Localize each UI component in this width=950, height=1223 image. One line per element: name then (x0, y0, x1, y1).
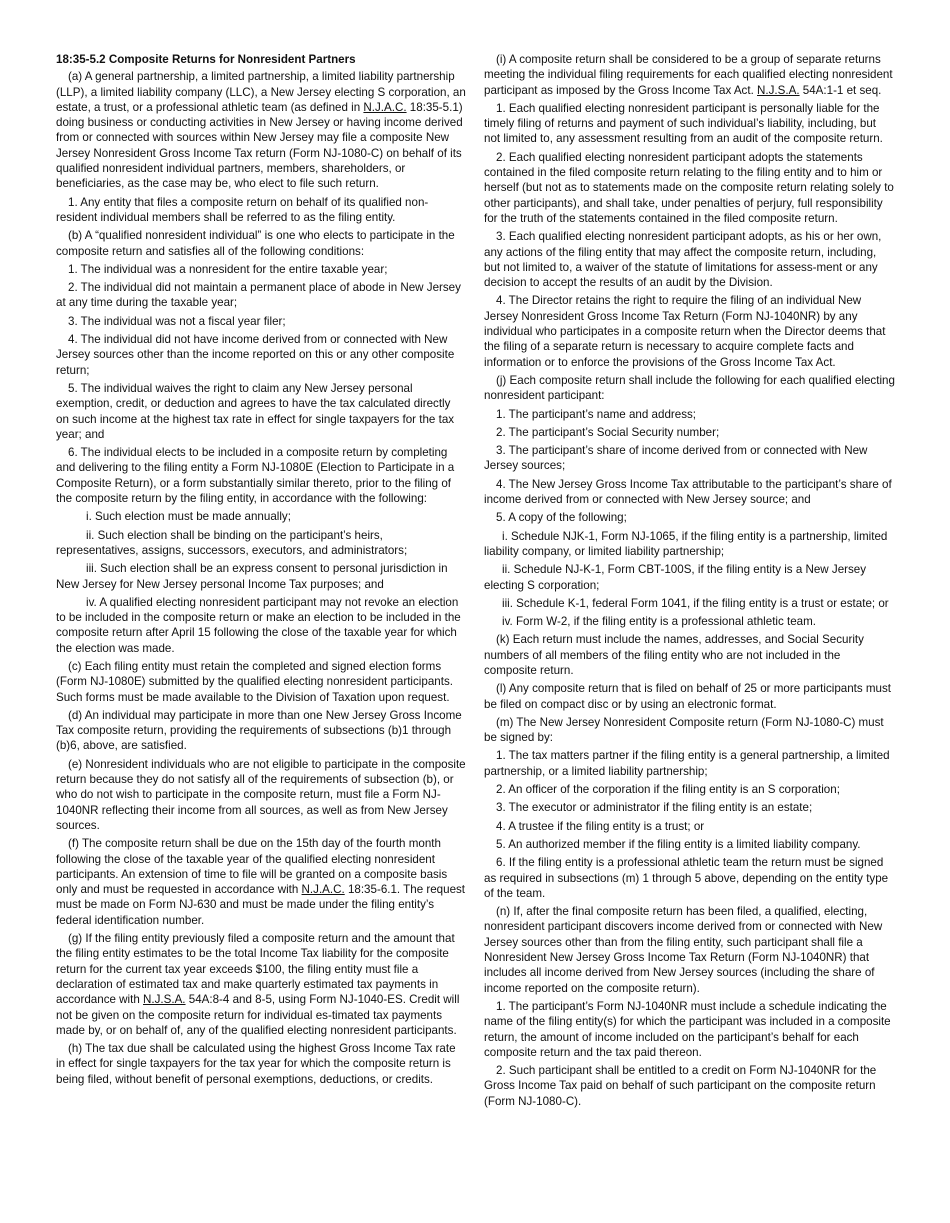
section-title: 18:35-5.2 Composite Returns for Nonresident Partners (56, 53, 356, 66)
njsa-reference: N.J.S.A. (143, 993, 186, 1007)
paragraph-j-item: 3. The participant’s share of income derived from or connected with New Jersey sources; (484, 444, 868, 473)
njac-reference: N.J.A.C. (363, 100, 407, 114)
paragraph-a: (a) A general partnership, a limited partnership, a limited liability partnership (LLP), a limited liability company (LLC), a New Jersey electing S corporation, an estate, a trust, or a professional athletic team (as defined in N.J.A.C. 18:35-5.1) doing business or conducting activities in New Jersey or having income derived from or connected with sources within New Jersey may file a composite New Jersey Nonresident Gross Income Tax return (Form NJ-1080-C) on behalf of its qualified nonresident individual partners, members, shareholders, or beneficiaries, as the case may be, who elect to file such return. (56, 70, 466, 191)
paragraph-j-item: 2. The participant’s Social Security number; (496, 425, 720, 439)
paragraph-i-item: 2. Each qualified electing nonresident participant adopts the statements contained in the filed composite return relating to the filing entity and to him or herself (but not as to statements made on the composite return relating solely to other participants), and shall take, under penalties of perjury, full responsibility for the truth of the statements contained in the filed composite return. (484, 150, 894, 225)
paragraph-k: (k) Each return must include the names, addresses, and Social Security numbers of all members of the filing entity who are not included in the composite return. (484, 633, 864, 677)
paragraph-b-item: 5. The individual waives the right to claim any New Jersey personal exemption, credit, or deduction and agrees to have the tax calculated directly on such income at the highest tax rate in effect for single taxpayers for the tax year; and (56, 381, 455, 441)
paragraph-m-item: 2. An officer of the corporation if the filing entity is an S corporation; (496, 783, 840, 797)
paragraph-b-intro: (b) A “qualified nonresident individual” is one who elects to participate in the composite return and satisfies all of the following conditions: (56, 229, 455, 258)
paragraph-c: (c) Each filing entity must retain the completed and signed election forms (Form NJ-1080E) submitted by the qualified electing nonresident participants. Such forms must be made available to the Division of Taxation upon request. (56, 659, 453, 704)
njac-reference: N.J.A.C. (301, 883, 345, 897)
njsa-reference: N.J.S.A. (757, 83, 800, 97)
paragraph-b-item: 6. The individual elects to be included in a composite return by completing and delivering to the filing entity a Form NJ-1080E (Election to Participate in a Composite Return), or a form substantially similar thereto, prior to the filing of the composite return by the filing entity, in accordance with the following: (56, 446, 455, 506)
paragraph-m-item: 5. An authorized member if the filing entity is a limited liability company. (496, 837, 861, 851)
paragraph-l: (l) Any composite return that is filed on behalf of 25 or more participants must be filed on compact disc or by using an electronic format. (484, 682, 892, 711)
paragraph-n-item: 1. The participant’s Form NJ-1040NR must include a schedule indicating the name of the filing entity(s) for which the participant was included in a composite return, the amount of income included on the participant’s behalf for each composite return and the tax paid thereon. (484, 999, 891, 1059)
paragraph-i-item: 3. Each qualified electing nonresident participant adopts, as his or her own, any actions of the filing entity that may affect the composite return, including, but not limited to, a waiver of the statute of limitations for assess-ment or any decision to accept the results of an audit by the Division. (484, 230, 882, 290)
paragraph-b-item: 1. The individual was a nonresident for the entire taxable year; (68, 262, 388, 276)
paragraph-j-item: 1. The participant’s name and address; (496, 407, 697, 421)
paragraph-i: (i) A composite return shall be considered to be a group of separate returns meeting the individual filing requirements for each qualified electing nonresident participant as imposed by the Gross Income Tax Act. N.J.S.A. 54A:1-1 et seq. (484, 53, 893, 97)
paragraph-j-item: 5. A copy of the following; (496, 511, 627, 525)
paragraph-g: (g) If the filing entity previously filed a composite return and the amount that the filing entity estimates to be the total Income Tax liability for the composite return for the current tax year exceeds $100, the filing entity must file a declaration of estimated tax and make quarterly estimated tax payments in accordance with N.J.S.A. 54A:8-4 and 8-5, using Form NJ-1040-ES. Credit will not be given on the composite return for individual es-timated tax payments made by, or on behalf of, any of the qualified electing nonresident participants. (56, 932, 460, 1037)
paragraph-i-item: 4. The Director retains the right to require the filing of an individual New Jersey Nonresident Gross Income Tax Return (Form NJ-1040NR) by any individual who participates in a composite return when the Director deems that the filing of a separate return is necessary to acquire complete facts and information or to enforce the provisions of the Gross Income Tax Act. (484, 294, 886, 369)
paragraph-j-item: 4. The New Jersey Gross Income Tax attributable to the participant’s share of income derived from or connected with New Jersey source; and (484, 477, 892, 507)
paragraph-j-subitem: iv. Form W-2, if the filing entity is a professional athletic team. (502, 615, 817, 629)
paragraph-n-item: 2. Such participant shall be entitled to a credit on Form NJ-1040NR for the Gross Income Tax paid on behalf of such participant on the composite return (Form NJ-1080-C). (484, 1064, 877, 1108)
paragraph-j-subitem: i. Schedule NJK-1, Form NJ-1065, if the filing entity is a partnership, limited liability company, or limited liability partnership; (484, 529, 888, 558)
paragraph-m-item: 1. The tax matters partner if the filing entity is a general partnership, a limited partnership, or a limited liability partnership; (484, 749, 890, 778)
paragraph-b-item: 3. The individual was not a fiscal year filer; (68, 314, 286, 328)
paragraph-e: (e) Nonresident individuals who are not eligible to participate in the composite return because they do not satisfy all of the requirements of subsection (b), or who do not wish to participate in the composite return, must file a Form NJ-1040NR reflecting their income from all sources, as well as from New Jersey sources. (56, 757, 466, 832)
paragraph-d: (d) An individual may participate in more than one New Jersey Gross Income Tax composite return, providing the requirements of subsections (b)1 through (b)6, above, are satisfied. (56, 708, 462, 753)
paragraph-m-item: 4. A trustee if the filing entity is a trust; or (496, 819, 705, 833)
paragraph-b-subitem: ii. Such election shall be binding on the participant’s heirs, representatives, assigns, successors, executors, and administrators; (56, 528, 408, 557)
paragraph-j-intro: (j) Each composite return shall include the following for each qualified electing nonresident participant: (484, 373, 895, 403)
left-column (56, 52, 466, 1090)
paragraph-h: (h) The tax due shall be calculated using the highest Gross Income Tax rate in effect for single taxpayers for the tax year for which the composite return is being filed, without benefit of personal exemptions, deductions, or credits. (56, 1042, 456, 1086)
paragraph-b-subitem: iv. A qualified electing nonresident participant may not revoke an election to be included in the composite return or make an election to be included in the composite return after April 15 following the close of the taxable year for which the election was made. (56, 595, 461, 655)
paragraph-f: (f) The composite return shall be due on the 15th day of the fourth month following the close of the taxable year of the qualified electing nonresident participants. An extension of time to file will be granted on a composite basis only and must be requested in accordance with N.J.A.C. 18:35-6.1. The request must be made on Form NJ-630 and must be made under the filing entity’s federal identification number. (56, 837, 466, 927)
paragraph-m-item: 6. If the filing entity is a professional athletic team the return must be signed as required in subsections (m) 1 through 5 above, depending on the entity type of the team. (484, 856, 889, 900)
paragraph-m-intro: (m) The New Jersey Nonresident Composite return (Form NJ-1080-C) must be signed by: (484, 715, 884, 745)
paragraph-m-item: 3. The executor or administrator if the filing entity is an estate; (496, 801, 813, 815)
paragraph-j-subitem: iii. Schedule K-1, federal Form 1041, if the filing entity is a trust or estate; or (502, 596, 889, 610)
paragraph-j-subitem: ii. Schedule NJ-K-1, Form CBT-100S, if the filing entity is a New Jersey electing S corporation; (484, 563, 867, 592)
paragraph-b-item: 2. The individual did not maintain a permanent place of abode in New Jersey at any time during the taxable year; (56, 281, 461, 310)
paragraph-n-intro: (n) If, after the final composite return has been filed, a qualified, electing, nonresident participant discovers income derived from or connected with New Jersey sources other than from the filing entity, such participant shall file a Nonresident New Jersey Gross Income Tax Return (Form NJ-1040NR) that includes all income derived from New Jersey sources (including the share of income reported on the composite return). (484, 905, 883, 995)
paragraph-b-item: 4. The individual did not have income derived from or connected with New Jersey sources other than the income reported on this or any other composite return; (56, 333, 455, 377)
paragraph-b-subitem: i. Such election must be made annually; (86, 510, 291, 524)
paragraph-a-item-1: 1. Any entity that files a composite return on behalf of its qualified non-resident individual members shall be referred to as the filing entity. (56, 195, 429, 224)
paragraph-i-item: 1. Each qualified electing nonresident participant is personally liable for the timely filing of returns and payment of such individual’s liability, including, but not limited to, any assessment resulting from an audit of the composite return. (484, 101, 883, 146)
paragraph-b-subitem: iii. Such election shall be an express consent to personal jurisdiction in New Jersey for New Jersey personal Income Tax purposes; and (56, 562, 448, 591)
right-column (484, 52, 895, 1112)
